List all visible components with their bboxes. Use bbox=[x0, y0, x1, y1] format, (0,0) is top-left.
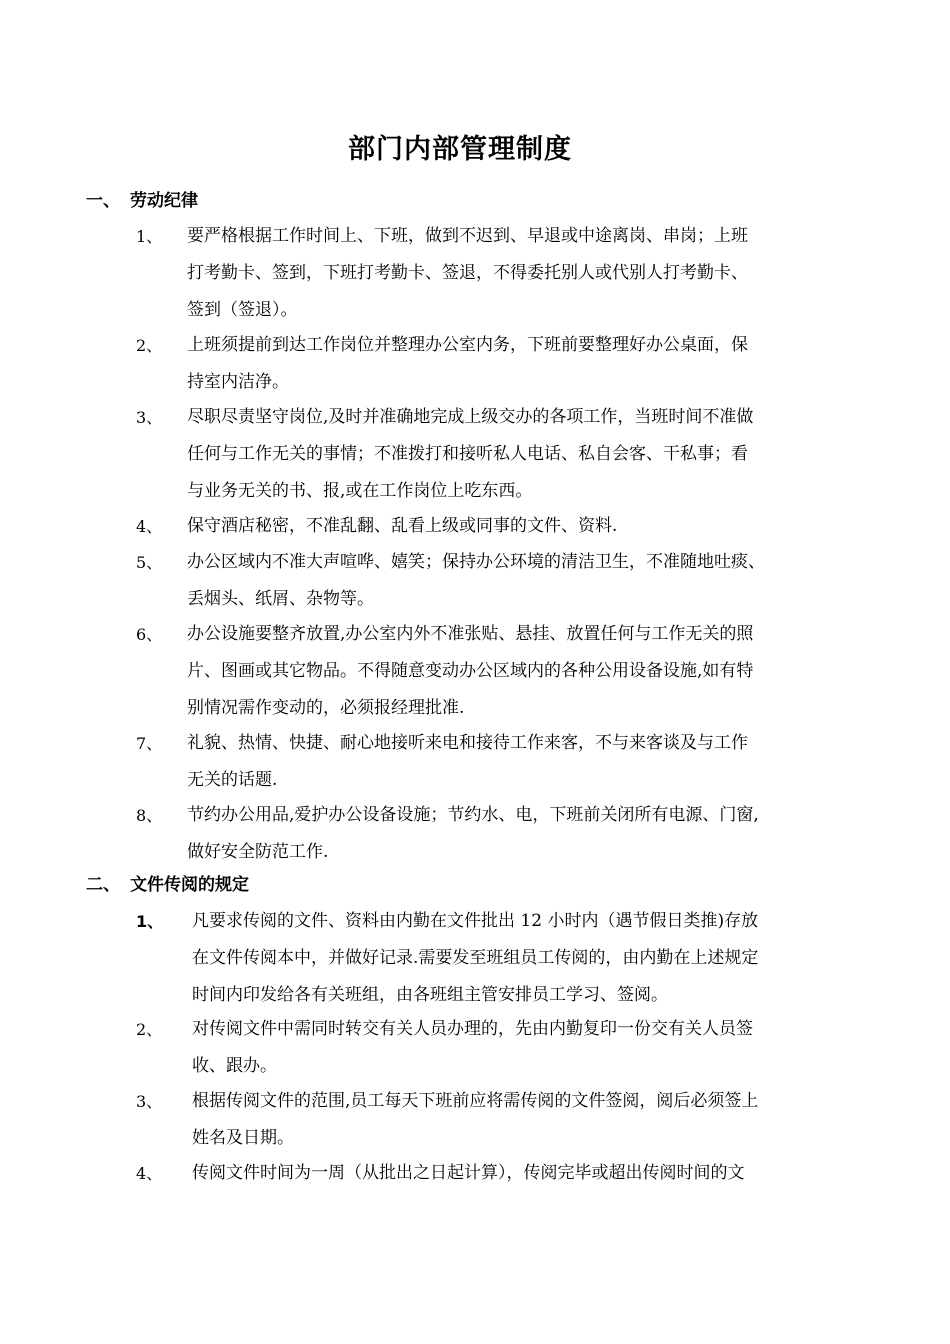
section-number: 二、 bbox=[86, 875, 120, 895]
item-number: 2、 bbox=[136, 336, 163, 355]
item-text: 保守酒店秘密，不准乱翻、乱看上级或同事的文件、资料. bbox=[187, 516, 618, 536]
item-text: 办公设施要整齐放置,办公室内外不准张贴、悬挂、放置任何与工作无关的照 片、图画或其它物品。不得随意变动办公区域内的各种公用设备设施,如有特 别情况需作变动的，必须报经理批准. bbox=[187, 624, 754, 718]
section-title: 劳动纪律 bbox=[130, 191, 198, 211]
item-number: 4、 bbox=[136, 1164, 163, 1183]
item-number: 4、 bbox=[136, 517, 163, 536]
section-number: 一、 bbox=[86, 191, 120, 211]
item-number: 8、 bbox=[136, 806, 163, 825]
item-text: 上班须提前到达工作岗位并整理办公室内务，下班前要整理好办公桌面，保 持室内洁净。 bbox=[187, 335, 748, 392]
item-text: 要严格根据工作时间上、下班，做到不迟到、早退或中途离岗、串岗；上班 打考勤卡、签到，下班打考勤卡、签退，不得委托别人或代别人打考勤卡、 签到（签退）。 bbox=[187, 226, 748, 320]
item-number: 3、 bbox=[136, 1092, 163, 1111]
item-number: 3、 bbox=[136, 408, 163, 427]
item-number: 6、 bbox=[136, 625, 163, 644]
item-text: 根据传阅文件的范围,员工每天下班前应将需传阅的文件签阅，阅后必须签上 姓名及日期。 bbox=[192, 1091, 759, 1148]
item-text: 办公区域内不准大声喧哗、嬉笑；保持办公环境的清洁卫生，不准随地吐痰、 丢烟头、纸屑、杂物等。 bbox=[187, 552, 765, 609]
item-number: 5、 bbox=[136, 553, 163, 572]
item-number: 1、 bbox=[136, 912, 164, 931]
section-heading-labor-discipline bbox=[86, 188, 198, 214]
section-heading-document-circulation bbox=[86, 872, 249, 898]
item-number: 2、 bbox=[136, 1020, 163, 1039]
item-number: 1、 bbox=[136, 227, 163, 246]
item-text: 礼貌、热情、快捷、耐心地接听来电和接待工作来客，不与来客谈及与工作 无关的话题. bbox=[187, 733, 748, 790]
item-number: 7、 bbox=[136, 734, 163, 753]
item-text: 凡要求传阅的文件、资料由内勤在文件批出 12 小时内（遇节假日类推)存放 在文件传阅本中，并做好记录.需要发至班组员工传阅的，由内勤在上述规定 时间内印发给各有关班组，由各班组主管安排员工学习、签阅。 bbox=[192, 911, 759, 1005]
item-text: 传阅文件时间为一周（从批出之日起计算），传阅完毕或超出传阅时间的文 bbox=[192, 1163, 745, 1183]
document-title: 部门内部管理制度 bbox=[348, 134, 572, 165]
item-text: 对传阅文件中需同时转交有关人员办理的，先由内勤复印一份交有关人员签 收、跟办。 bbox=[192, 1019, 753, 1076]
item-text: 节约办公用品,爱护办公设备设施；节约水、电，下班前关闭所有电源、门窗, 做好安全防范工作. bbox=[187, 805, 759, 862]
item-text: 尽职尽责坚守岗位,及时并准确地完成上级交办的各项工作，当班时间不准做 任何与工作无关的事情；不准拨打和接听私人电话、私自会客、干私事；看 与业务无关的书、报,或在工作岗位上吃东西。 bbox=[187, 407, 754, 501]
section-title: 文件传阅的规定 bbox=[130, 875, 249, 895]
